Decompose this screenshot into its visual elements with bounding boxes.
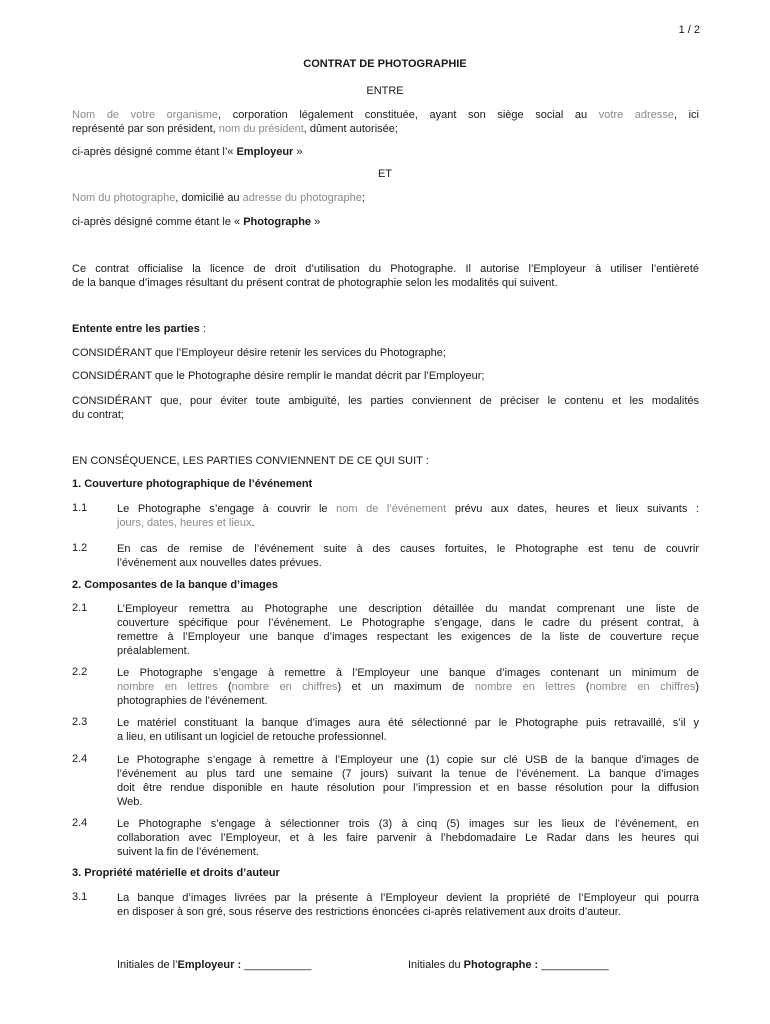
photographer-name-placeholder: Nom du photographe [72, 192, 176, 204]
photographer-address-placeholder: adresse du photographe [242, 192, 362, 204]
document-title: CONTRAT DE PHOTOGRAPHIE [303, 58, 467, 70]
item-number: 2.4 [72, 817, 88, 829]
consequence-statement: EN CONSÉQUENCE, LES PARTIES CONVIENNENT DE CE QUI SUIT : [72, 455, 429, 467]
minimum-digits-placeholder: nombre en chiffres [231, 681, 338, 693]
item-2-4: Le Photographe s’engage à remettre à l’Employeur une (1) copie sur clé USB de la banque d’images de l’événement au plus tard une semaine (7 jours) suivant la tenue de l’événement. La banque d’images doit être rendue disponible en haute résolution pour l’impression et en basse résolution pour la diffusion Web. [117, 754, 699, 808]
president-placeholder: nom du président [218, 123, 304, 135]
event-name-placeholder: nom de l’événement [336, 503, 447, 515]
employer-designation: ci-après désigné comme étant l’« Employeur » [72, 146, 303, 158]
minimum-letters-placeholder: nombre en lettres [117, 681, 218, 693]
entente-heading: Entente entre les parties : [72, 323, 206, 335]
item-3-1: La banque d’images livrées par la présente à l’Employeur devient la propriété de l’Employeur qui pourra en disposer à son gré, sous réserve des restrictions énoncées ci-après relativement aux droits d’auteur. [117, 892, 699, 918]
intro-paragraph: Ce contrat officialise la licence de droit d’utilisation du Photographe. Il autorise l’Employeur à utiliser l’entièreté de la banque d’images résultant du présent contrat de photographie selon les modalités qui suivent. [72, 263, 699, 289]
employer-initials: Initiales de l’Employeur : ___________ [117, 959, 312, 971]
item-number: 1.1 [72, 502, 88, 514]
page-number: 1 / 2 [678, 24, 700, 36]
photographer-initials-blank: ___________ [541, 959, 609, 971]
maximum-letters-placeholder: nombre en lettres [474, 681, 576, 693]
section2-heading: 2. Composantes de la banque d’images [72, 579, 278, 591]
item-number: 1.2 [72, 542, 88, 554]
considerant-2: CONSIDÉRANT que le Photographe désire remplir le mandat décrit par l’Employeur; [72, 370, 485, 382]
entre-label: ENTRE [366, 85, 404, 97]
section1-heading: 1. Couverture photographique de l’événement [72, 478, 313, 490]
photographer-designation: ci-après désigné comme étant le « Photographe » [72, 216, 321, 228]
event-dates-placeholder: jours, dates, heures et lieux [117, 517, 252, 529]
item-number: 2.2 [72, 666, 88, 678]
address-placeholder: votre adresse [598, 109, 674, 121]
maximum-digits-placeholder: nombre en chiffres [589, 681, 696, 693]
party1-paragraph: Nom de votre organisme, corporation légalement constituée, ayant son siège social au votre adresse, ici représenté par son président, nom du président, dûment autorisée; [72, 109, 699, 135]
item-2-5: Le Photographe s’engage à sélectionner trois (3) à cinq (5) images sur les lieux de l’événement, en collaboration avec l’Employeur, et à les faire parvenir à l’hebdomadaire Le Radar dans les heures qui suivent la fin de l’événement. [117, 818, 699, 858]
party2-paragraph: Nom du photographe, domicilié au adresse du photographe; [72, 192, 365, 204]
considerant-1: CONSIDÉRANT que l’Employeur désire retenir les services du Photographe; [72, 347, 446, 359]
item-2-1: L’Employeur remettra au Photographe une description détaillée du mandat comprenant une liste de couverture spécifique pour l’événement. Le Photographe s’engage, dans le cadre du présent contrat, à remettre à l’Employeur une banque d’images respectant les exigences de la liste de couverture reçue préalablement. [117, 603, 699, 657]
employer-initials-blank: ___________ [244, 959, 312, 971]
et-label: ET [377, 168, 393, 180]
item-number: 2.4 [72, 753, 88, 765]
item-number: 2.3 [72, 716, 88, 728]
item-2-3: Le matériel constituant la banque d’images aura été sélectionné par le Photographe puis retravaillé, s’il y a lieu, en utilisant un logiciel de retouche professionnel. [117, 717, 699, 743]
item-1-1: Le Photographe s’engage à couvrir le nom de l’événement prévu aux dates, heures et lieux suivants : jours, dates, heures et lieux. [117, 503, 699, 529]
section3-heading: 3. Propriété matérielle et droits d’auteur [72, 867, 280, 879]
considerant-3: CONSIDÉRANT que, pour éviter toute ambiguïté, les parties conviennent de préciser le contenu et les modalités du contrat; [72, 395, 699, 421]
item-number: 3.1 [72, 891, 88, 903]
item-2-2: Le Photographe s’engage à remettre à l’Employeur une banque d’images contenant un minimum de nombre en lettres (nombre en chiffres) et un maximum de nombre en lettres (nombre en chiffres) photographies de l’événement. [117, 667, 699, 707]
item-number: 2.1 [72, 602, 88, 614]
photographer-initials: Initiales du Photographe : ___________ [408, 959, 609, 971]
org-placeholder: Nom de votre organisme [72, 109, 219, 121]
item-1-2: En cas de remise de l’événement suite à des causes fortuites, le Photographe est tenu de couvrir l’événement aux nouvelles dates prévues. [117, 543, 699, 569]
